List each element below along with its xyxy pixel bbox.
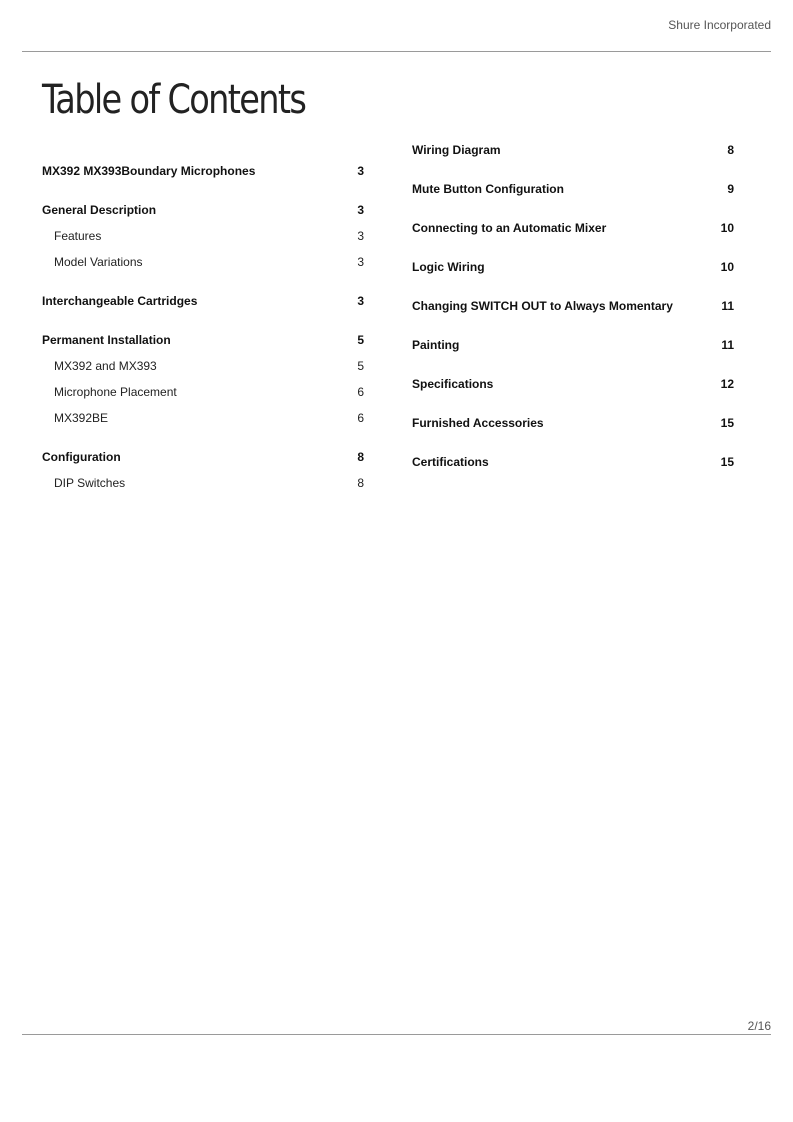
toc-entry-page[interactable]: 11 bbox=[721, 338, 734, 352]
toc-entry[interactable] bbox=[412, 451, 734, 473]
toc-entry-page[interactable]: 10 bbox=[720, 260, 734, 274]
toc-entry-title[interactable]: MX392 MX393Boundary Microphones bbox=[42, 164, 256, 178]
toc-entry-page[interactable]: 15 bbox=[720, 455, 734, 469]
toc-entry-title[interactable]: Microphone Placement bbox=[54, 385, 177, 399]
toc-entry-title[interactable]: Specifications bbox=[412, 377, 494, 391]
toc-entry[interactable] bbox=[42, 381, 364, 403]
toc-entry[interactable] bbox=[412, 373, 734, 395]
toc-entry[interactable] bbox=[42, 199, 364, 221]
toc-entry-page[interactable]: 11 bbox=[721, 299, 734, 313]
toc-entry-page[interactable]: 15 bbox=[720, 416, 734, 430]
footer-divider bbox=[22, 1034, 771, 1035]
toc-entry[interactable] bbox=[42, 355, 364, 377]
toc-entry[interactable] bbox=[412, 217, 734, 239]
toc-entry[interactable] bbox=[42, 329, 364, 351]
toc-entry-title[interactable]: Configuration bbox=[42, 450, 121, 464]
toc-entry-title[interactable]: MX392BE bbox=[54, 411, 109, 425]
toc-entry[interactable] bbox=[42, 290, 364, 312]
toc-entry-title[interactable]: MX392 and MX393 bbox=[54, 359, 157, 373]
header-divider bbox=[22, 51, 771, 52]
toc-entry-page[interactable]: 10 bbox=[720, 221, 734, 235]
toc-entry-page[interactable]: 3 bbox=[357, 294, 364, 308]
toc-entry-page[interactable]: 8 bbox=[727, 143, 734, 157]
page-number: 2/16 bbox=[747, 1019, 771, 1033]
toc-entry[interactable] bbox=[412, 412, 734, 434]
toc-entry-title[interactable]: General Description bbox=[42, 203, 157, 217]
toc-column-left bbox=[42, 160, 364, 494]
toc-entry[interactable] bbox=[42, 225, 364, 247]
toc-entry[interactable] bbox=[42, 251, 364, 273]
toc-entry-page[interactable]: 6 bbox=[357, 385, 364, 399]
toc-column-right bbox=[412, 139, 734, 473]
toc-entry-page[interactable]: 8 bbox=[357, 476, 364, 490]
toc-entry-title[interactable]: Logic Wiring bbox=[412, 260, 485, 274]
toc-entry-title[interactable]: Mute Button Configuration bbox=[412, 182, 564, 196]
toc-entry[interactable] bbox=[412, 295, 734, 317]
toc-entry[interactable] bbox=[412, 334, 734, 356]
toc-entry-page[interactable]: 6 bbox=[357, 411, 364, 425]
toc-entry-title[interactable]: Model Variations bbox=[54, 255, 143, 269]
toc-entry-title[interactable]: Permanent Installation bbox=[42, 333, 171, 347]
toc-entry-page[interactable]: 12 bbox=[720, 377, 734, 391]
toc-entry-title[interactable]: Wiring Diagram bbox=[412, 143, 501, 157]
toc-entry-title[interactable]: Certifications bbox=[412, 455, 489, 469]
toc-entry-page[interactable]: 3 bbox=[357, 255, 364, 269]
toc-entry-title[interactable]: DIP Switches bbox=[54, 476, 126, 490]
toc-entry-title[interactable]: Features bbox=[54, 229, 102, 243]
toc-entry-title[interactable]: Changing SWITCH OUT to Always Momentary bbox=[412, 299, 673, 313]
header-company-name: Shure Incorporated bbox=[668, 18, 771, 32]
toc-entry-title[interactable]: Connecting to an Automatic Mixer bbox=[412, 221, 607, 235]
toc-entry[interactable] bbox=[42, 407, 364, 429]
toc-entry-page[interactable]: 9 bbox=[727, 182, 734, 196]
toc-entry[interactable] bbox=[42, 472, 364, 494]
toc-entry-title[interactable]: Furnished Accessories bbox=[412, 416, 544, 430]
toc-entry[interactable] bbox=[412, 256, 734, 278]
toc-entry-page[interactable]: 3 bbox=[357, 229, 364, 243]
toc-entry-page[interactable]: 5 bbox=[357, 333, 364, 347]
toc-entry-title[interactable]: Painting bbox=[412, 338, 460, 352]
toc-entry-title[interactable]: Interchangeable Cartridges bbox=[42, 294, 198, 308]
toc-entry-page[interactable]: 3 bbox=[357, 164, 364, 178]
toc-entry[interactable] bbox=[42, 160, 364, 182]
toc-entry-page[interactable]: 3 bbox=[357, 203, 364, 217]
toc-entry-page[interactable]: 8 bbox=[357, 450, 364, 464]
page-title: Table of Contents bbox=[42, 77, 306, 123]
toc-entry[interactable] bbox=[412, 178, 734, 200]
toc-entry[interactable] bbox=[42, 446, 364, 468]
toc-entry-page[interactable]: 5 bbox=[357, 359, 364, 373]
toc-entry[interactable] bbox=[412, 139, 734, 161]
